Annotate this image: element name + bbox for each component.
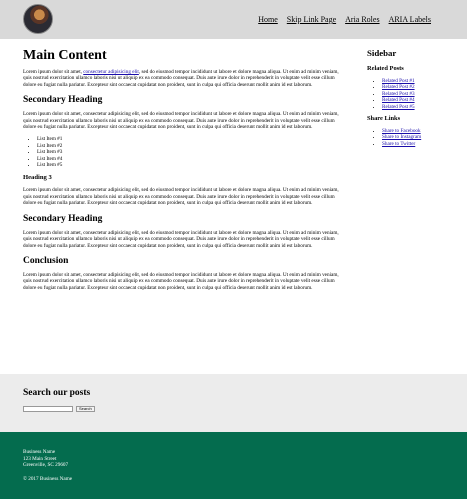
nav-link-aria-roles[interactable]: Aria Roles — [345, 15, 380, 24]
nav-link-aria-labels[interactable]: ARIA Labels — [388, 15, 431, 24]
nav-link-skip-link-page[interactable]: Skip Link Page — [286, 15, 337, 24]
related-post-item — [382, 104, 457, 110]
list-item: • List Item #4 — [37, 156, 339, 162]
site-header — [0, 0, 467, 39]
intro-text-start: Lorem ipsum dolor sit amet, — [23, 69, 84, 75]
related-post-link-4[interactable]: Related Post #4 — [382, 97, 415, 104]
secondary-heading-2: Secondary Heading — [23, 213, 103, 224]
share-twitter-link[interactable]: Share to Twitter — [382, 140, 416, 147]
list-item: • List Item #1 — [37, 136, 339, 142]
share-facebook-link[interactable]: Share to Facebook — [382, 128, 421, 135]
related-post-link-2[interactable]: Related Post #2 — [382, 84, 415, 91]
search-form — [23, 406, 95, 412]
search-section — [0, 374, 467, 432]
nav-link-home[interactable]: Home — [258, 15, 278, 24]
list-item: • List Item #2 — [37, 143, 339, 149]
related-post-link-3[interactable]: Related Post #3 — [382, 90, 415, 97]
share-instagram-link[interactable]: Share to Instagram — [382, 134, 422, 141]
search-heading: Search our posts — [23, 388, 91, 398]
related-posts-list — [367, 78, 457, 110]
secondary-heading-1: Secondary Heading — [23, 95, 103, 106]
search-button[interactable]: Search — [76, 406, 95, 412]
share-links-heading: Share Links — [367, 115, 401, 123]
intro-text-end: , sed do eiusmod tempor incididunt ut labore et dolore magna aliqua. Ut enim ad minim veniam, quis nostrud exercitation ullamco laboris nisi ut aliquip ex ea commodo consequat. Duis aute irure dolor in reprehenderit in voluptate velit esse cillum dolore eu fugiat nulla pariatur. Excepteur sint occaecat cupidatat non proident, sunt in culpa qui officia deserunt mollit anim id est laborum. — [23, 69, 339, 88]
heading-3: Heading 3 — [23, 174, 52, 182]
footer-copyright: © 2017 Business Name — [23, 476, 73, 482]
footer-city: Greenville, SC 29607 — [23, 462, 69, 469]
footer-business-name: Business Name — [23, 449, 56, 455]
content-list — [23, 136, 339, 168]
related-post-link-1[interactable]: Related Post #1 — [382, 78, 415, 84]
list-item: • List Item #3 — [37, 149, 339, 155]
sidebar-title: Sidebar — [367, 48, 397, 58]
conclusion-heading: Conclusion — [23, 255, 69, 266]
sidebar — [367, 48, 457, 152]
paragraph-4: Lorem ipsum dolor sit amet, consectetur adipisicing elit, sed do eiusmod tempor incididunt ut labore et dolore magna aliqua. Ut enim ad minim veniam, quis nostrud exercitation ullamco laboris nisi ut aliquip ex ea commodo consequat. Duis aute irure dolor in reprehenderit in voluptate velit esse cillum dolore eu fugiat nulla pariatur. Excepteur sint occaecat cupidatat non proident, sunt in culpa qui officia deserunt mollit anim id est laborum. — [23, 229, 339, 249]
list-item: • List Item #5 — [37, 162, 339, 168]
related-post-link-5[interactable]: Related Post #5 — [382, 103, 415, 110]
intro-link[interactable]: consectetur adipisicing elit — [83, 69, 139, 75]
site-logo-avatar[interactable] — [23, 4, 53, 34]
paragraph-5: Lorem ipsum dolor sit amet, consectetur adipisicing elit, sed do eiusmod tempor incididunt ut labore et dolore magna aliqua. Ut enim ad minim veniam, quis nostrud exercitation ullamco laboris nisi ut aliquip ex ea commodo consequat. Duis aute irure dolor in reprehenderit in voluptate velit esse cillum dolore eu fugiat nulla pariatur. Excepteur sint occaecat cupidatat non proident, sunt in culpa qui officia deserunt mollit anim id est laborum. — [23, 271, 339, 291]
share-links-list — [367, 128, 457, 147]
site-footer — [0, 432, 467, 499]
search-input[interactable] — [23, 406, 73, 412]
footer-address — [23, 449, 68, 469]
main-nav — [258, 15, 431, 24]
share-item — [382, 141, 457, 147]
page-title: Main Content — [23, 48, 107, 63]
main-content — [23, 48, 339, 297]
related-posts-heading: Related Posts — [367, 65, 404, 72]
paragraph-3: Lorem ipsum dolor sit amet, consectetur adipisicing elit, sed do eiusmod tempor incididunt ut labore et dolore magna aliqua. Ut enim ad minim veniam, quis nostrud exercitation ullamco laboris nisi ut aliquip ex ea commodo consequat. Duis aute irure dolor in reprehenderit in voluptate velit esse cillum dolore eu fugiat nulla pariatur. Excepteur sint occaecat cupidatat non proident, sunt in culpa qui officia deserunt mollit anim id est laborum. — [23, 187, 339, 207]
paragraph-2: Lorem ipsum dolor sit amet, consectetur adipisicing elit, sed do eiusmod tempor incididunt ut labore et dolore magna aliqua. Ut enim ad minim veniam, quis nostrud exercitation ullamco laboris nisi ut aliquip ex ea commodo consequat. Duis aute irure dolor in reprehenderit in voluptate velit esse cillum dolore eu fugiat nulla pariatur. Excepteur sint occaecat cupidatat non proident, sunt in culpa qui officia deserunt mollit anim id est laborum. — [23, 111, 339, 131]
footer-street: 123 Main Street — [23, 455, 57, 462]
intro-paragraph — [23, 69, 339, 88]
